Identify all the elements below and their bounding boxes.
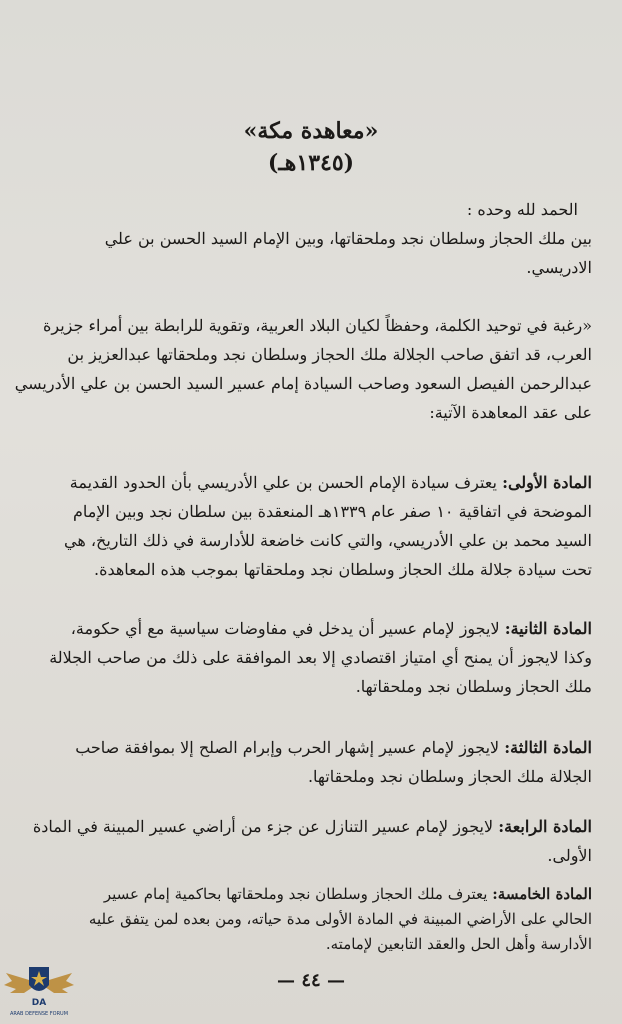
paragraph-line: عبدالرحمن الفيصل السعود وصاحب السيادة إمام عسير السيد الحسن بن علي الأدريسي — [14, 374, 592, 393]
treaty-year: (١٣٤٥هـ) — [267, 150, 355, 176]
article-2 — [22, 614, 592, 701]
paragraph-line — [22, 614, 592, 643]
paragraph-line: الحالي على الأراضي المبينة في المادة الأولى مدة حياته، ومن بعده لمن يتفق عليه — [88, 910, 592, 928]
paragraph-line: «رغبة في توحيد الكلمة، وحفظاً لكيان البلاد العربية، وتقوية للرابطة بين أمراء جزيرة — [43, 316, 592, 335]
praise-line: الحمد لله وحده : — [466, 200, 578, 219]
paragraph-line: السيد محمد بن علي الأدريسي، والتي كانت خاضعة للأدارسة في ذلك التاريخ، هي — [63, 531, 592, 550]
article-label: المادة الثانية: — [504, 619, 592, 638]
paragraph-line: الجلالة ملك الحجاز وسلطان نجد وملحقاتها. — [307, 767, 592, 786]
paragraph-line: الأدارسة وأهل الحل والعقد التابعين لإمامته. — [325, 935, 592, 953]
paragraph-line: الادريسي. — [526, 258, 592, 277]
article-label: المادة الأولى: — [502, 473, 592, 492]
intro-paragraph — [22, 224, 592, 282]
logo-line1: DA — [31, 998, 47, 1008]
paragraph-line: العرب، قد اتفق صاحب الجلالة ملك الحجاز وسلطان نجد وملحقاتها عبدالعزيز بن — [67, 345, 592, 364]
article-text: لايجوز لإمام عسير إشهار الحرب وإبرام الصلح إلا بموافقة صاحب — [75, 738, 500, 757]
article-text: لايجوز لإمام عسير التنازل عن جزء من أراضي عسير المبينة في المادة — [32, 817, 494, 836]
paragraph-line: وكذا لايجوز أن يمنح أي امتياز اقتصادي إلا بعد الموافقة على ذلك من صاحب الجلالة — [49, 648, 592, 667]
paragraph-line — [22, 733, 592, 762]
article-5 — [22, 882, 592, 957]
article-text: يعترف سيادة الإمام الحسن بن علي الأدريسي بأن الحدود القديمة — [69, 473, 497, 492]
paragraph-line: على عقد المعاهدة الآتية: — [429, 403, 592, 422]
paragraph-line: تحت سيادة جلالة ملك الحجاز وسلطان نجد وملحقاتها بموجب هذه المعاهدة. — [94, 560, 592, 579]
paragraph-line: بين ملك الحجاز وسلطان نجد وملحقاتها، وبين الإمام السيد الحسن بن علي — [104, 229, 592, 248]
logo-line2: ARAB DEFENSE FORUM — [9, 1011, 69, 1017]
article-1 — [22, 468, 592, 584]
paragraph-line: الموضحة في اتفاقية ١٠ صفر عام ١٣٣٩هـ المنعقدة بين سلطان نجد وبين الإمام — [73, 502, 592, 521]
article-label: المادة الثالثة: — [504, 738, 592, 757]
article-text: يعترف ملك الحجاز وسلطان نجد وملحقاتها بحاكمية إمام عسير — [103, 885, 488, 903]
paragraph-line — [22, 812, 592, 841]
paragraph-line — [22, 468, 592, 497]
paragraph-line: ملك الحجاز وسلطان نجد وملحقاتها. — [355, 677, 592, 696]
preamble-paragraph — [14, 311, 592, 427]
article-3 — [22, 733, 592, 791]
article-text: لايجوز لإمام عسير أن يدخل في مفاوضات سياسية مع أي حكومة، — [70, 619, 500, 638]
forum-logo-watermark — [2, 955, 76, 1021]
paragraph-line: الأولى. — [547, 846, 592, 865]
treaty-title: «معاهدة مكة» — [243, 118, 379, 144]
article-4 — [22, 812, 592, 870]
article-label: المادة الخامسة: — [492, 885, 592, 903]
paragraph-line — [22, 882, 592, 907]
page-number: — ٤٤ — — [277, 970, 345, 991]
article-label: المادة الرابعة: — [498, 817, 592, 836]
